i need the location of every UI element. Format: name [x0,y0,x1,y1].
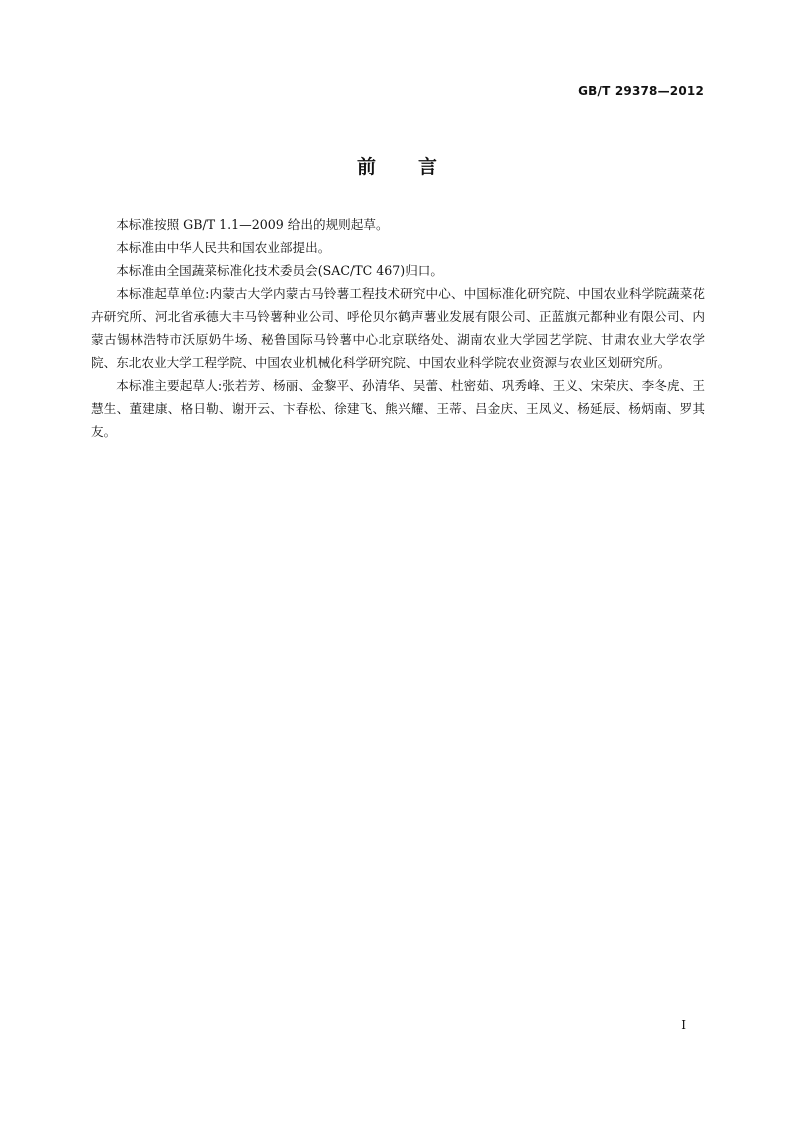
paragraph-committee: 本标准由全国蔬菜标准化技术委员会(SAC/TC 467)归口。 [116,263,443,278]
paragraph-drafting-units: 本标准起草单位:内蒙古大学内蒙古马铃薯工程技术研究中心、中国标准化研究院、中国农业科学院蔬菜花卉研究所、河北省承德大丰马铃薯种业公司、呼伦贝尔鹤声薯业发展有限公司、正蓝旗元都种业有限公司、内蒙古锡林浩特市沃原奶牛场、秘鲁国际马铃薯中心北京联络处、湖南农业大学园艺学院、甘肃农业大学农学院、东北农业大学工程学院、中国农业机械化科学研究院、中国农业科学院农业资源与农业区划研究所。 [91,286,705,370]
title-char-2: 言 [418,156,438,178]
page-title [0,152,794,179]
page-number: I [681,1018,686,1032]
paragraph-drafting-rules: 本标准按照 GB/T 1.1—2009 给出的规则起草。 [116,217,389,232]
paragraph-proposer: 本标准由中华人民共和国农业部提出。 [116,240,331,255]
paragraph-drafters: 本标准主要起草人:张若芳、杨丽、金黎平、孙清华、吴蕾、杜密茹、巩秀峰、王义、宋荣庆、李冬虎、王慧生、董建康、格日勒、谢开云、卞春松、徐建飞、熊兴耀、王蒂、吕金庆、王凤义、杨延辰、杨炳南、罗其友。 [91,378,705,439]
foreword-body [91,213,705,443]
title-char-1: 前 [356,156,376,178]
standard-code: GB/T 29378—2012 [578,84,704,98]
